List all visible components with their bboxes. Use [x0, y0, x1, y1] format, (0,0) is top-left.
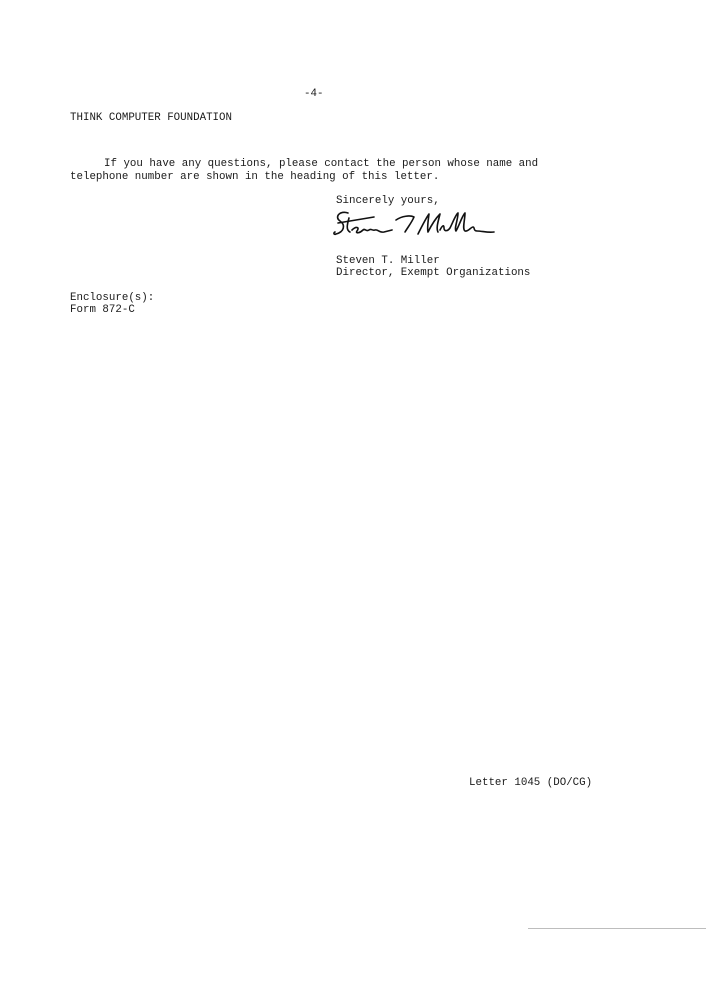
signer-name: Steven T. Miller [336, 255, 440, 267]
enclosure-label: Enclosure(s): [70, 292, 155, 304]
letter-code: Letter 1045 (DO/CG) [469, 777, 593, 789]
handwritten-signature [332, 208, 496, 242]
body-paragraph-line-2: telephone number are shown in the heading of this letter. [70, 171, 440, 183]
organization-name: THINK COMPUTER FOUNDATION [70, 112, 232, 124]
closing-salutation: Sincerely yours, [336, 195, 440, 207]
page-number: -4- [304, 88, 324, 100]
signer-title: Director, Exempt Organizations [336, 267, 531, 279]
footer-divider [528, 928, 706, 929]
body-paragraph-line-1: If you have any questions, please contact the person whose name and [104, 158, 539, 170]
enclosure-item: Form 872-C [70, 304, 135, 316]
